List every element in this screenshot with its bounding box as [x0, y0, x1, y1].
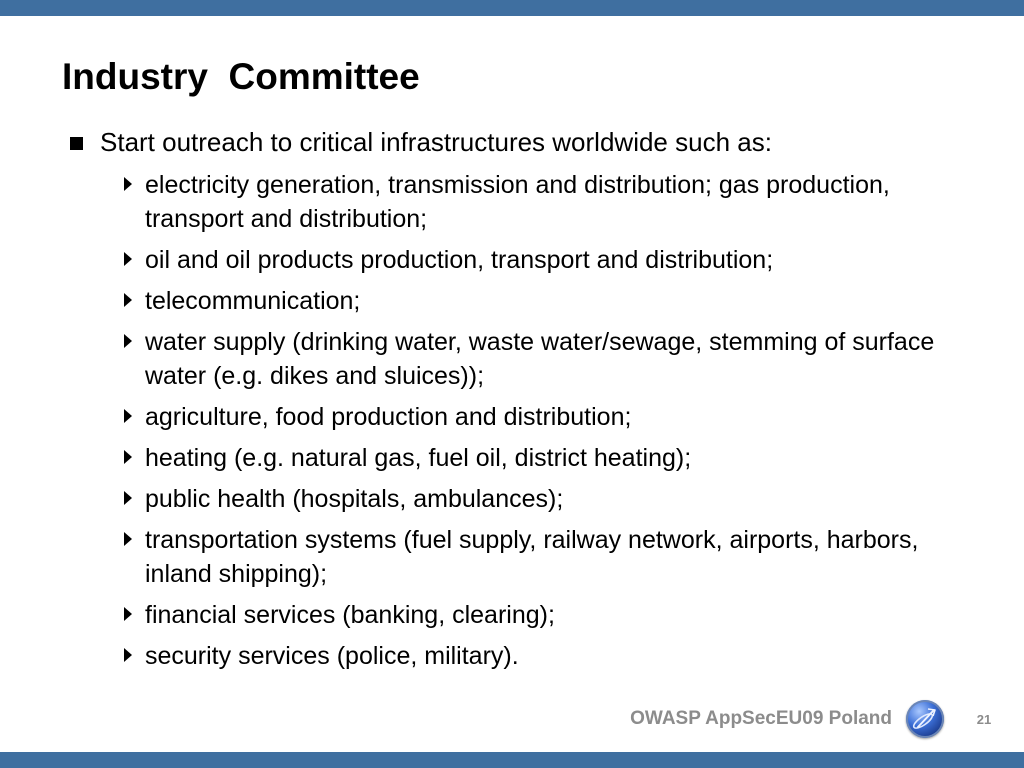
footer-event-name: OWASP AppSecEU09 Poland [630, 708, 892, 729]
sub-bullet-text: water supply (drinking water, waste water/sewage, stemming of surface water (e.g. dikes and sluices)); [145, 328, 935, 390]
sub-bullet-text: transportation systems (fuel supply, railway network, airports, harbors, inland shipping); [145, 526, 919, 588]
sub-bullet-item [0, 598, 1024, 632]
sub-bullet-item [0, 441, 1024, 475]
sub-bullet-text: agriculture, food production and distribution; [145, 403, 632, 431]
square-bullet-icon [70, 137, 83, 150]
top-accent-bar [0, 0, 1024, 16]
sub-bullet-list [0, 168, 1024, 680]
sub-bullet-text: heating (e.g. natural gas, fuel oil, district heating); [145, 444, 692, 472]
triangle-bullet-icon [124, 252, 132, 266]
owasp-wasp-logo-icon [906, 700, 944, 738]
sub-bullet-text: financial services (banking, clearing); [145, 601, 555, 629]
slide-page-number: 21 [976, 712, 992, 727]
triangle-bullet-icon [124, 607, 132, 621]
triangle-bullet-icon [124, 334, 132, 348]
sub-bullet-item [0, 639, 1024, 673]
sub-bullet-text: public health (hospitals, ambulances); [145, 485, 564, 513]
sub-bullet-item [0, 168, 1024, 236]
triangle-bullet-icon [124, 532, 132, 546]
sub-bullet-item [0, 284, 1024, 318]
sub-bullet-item [0, 482, 1024, 516]
sub-bullet-item [0, 243, 1024, 277]
sub-bullet-item [0, 325, 1024, 393]
sub-bullet-text: security services (police, military). [145, 642, 519, 670]
sub-bullet-item [0, 400, 1024, 434]
triangle-bullet-icon [124, 491, 132, 505]
sub-bullet-text: electricity generation, transmission and distribution; gas production, transport and distribution; [145, 171, 890, 233]
triangle-bullet-icon [124, 648, 132, 662]
triangle-bullet-icon [124, 177, 132, 191]
bottom-accent-bar [0, 752, 1024, 768]
triangle-bullet-icon [124, 293, 132, 307]
triangle-bullet-icon [124, 409, 132, 423]
sub-bullet-item [0, 523, 1024, 591]
sub-bullet-text: telecommunication; [145, 287, 361, 315]
main-bullet-text: Start outreach to critical infrastructures worldwide such as: [100, 127, 772, 157]
triangle-bullet-icon [124, 450, 132, 464]
slide-title: Industry Committee [62, 56, 420, 97]
sub-bullet-text: oil and oil products production, transport and distribution; [145, 246, 774, 274]
